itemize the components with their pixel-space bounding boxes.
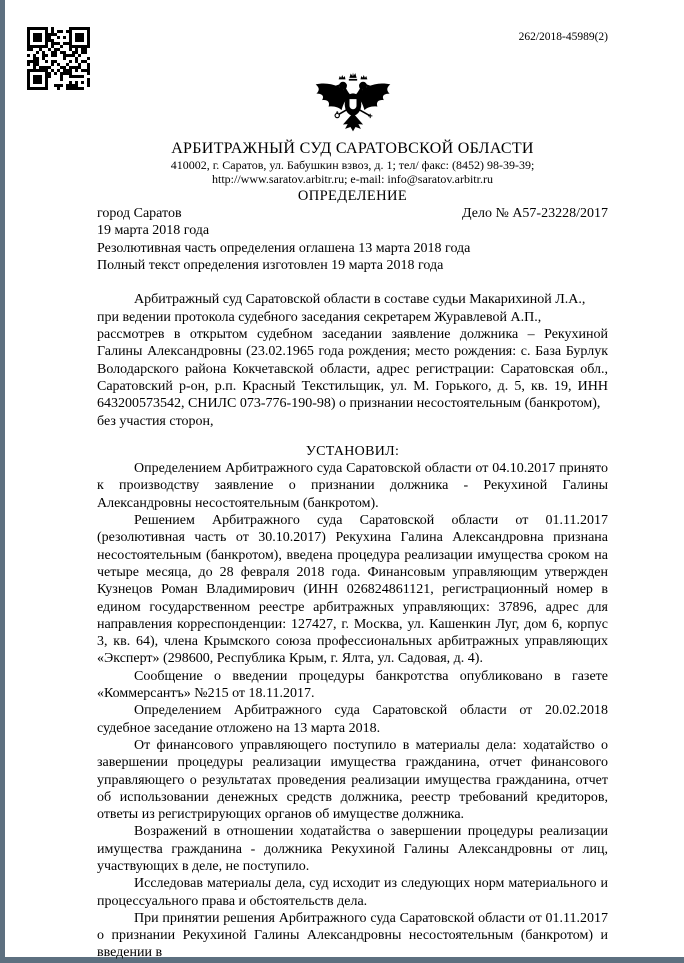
body-paragraph: Решением Арбитражного суда Саратовской области от 01.11.2017 (резолютивная часть от 30.10.2017) Рекухина Галина Александровна признана несостоятельным (банкротом), введена процедура реализации имущества сроком на четыре месяца, до 28 февраля 2018 года. Финансовым управляющим утвержден Кузнецов Роман Владимирович (ИНН 026824861121, регистрационный номер в едином государственном реестре арбитражных управляющих: 37896, адрес для направления корреспонденции: 127427, г. Москва, ул. Кашенкин Луг, дом 6, корпус 3, кв. 64), члена Крымского союза профессиональных арбитражных управляющих «Эксперт» (298600, Республика Крым, г. Ялта, ул. Садовая, д. 4). — [97, 513, 608, 667]
intro-debtor-paragraph: рассмотрев в открытом судебном заседании заявление должника – Рекухиной Галины Александровны (23.02.1965 года рождения; место рождения: с. База Бурлук Володарского района Кокчетавской области, адрес регистрации: Саратовская обл., Саратовский р-он, р.п. Красный Текстильщик, ул. М. Горького, д. 5, кв. 19, ИНН 643200573542, СНИЛС 073-776-190-98) о признании несостоятельным (банкротом), — [97, 327, 608, 412]
document-stamp-number: 262/2018-45989(2) — [518, 31, 608, 43]
russia-coat-of-arms-icon — [309, 70, 397, 136]
body-paragraph: При принятии решения Арбитражного суда Саратовской области от 01.11.2017 о признании Рекухиной Галины Александровны несостоятельным (банкротом) и введении в — [97, 910, 608, 961]
body-paragraph: От финансового управляющего поступило в материалы дела: ходатайство о завершении процедуры реализации имущества гражданина, отчет финансового управляющего о результатах проведения реализации имущества гражданина, отчет об использовании денежных средств должника, реестр требований кредиторов, ответы из регистрирующих органов об имуществе должника. — [97, 737, 608, 823]
court-contacts: http://www.saratov.arbitr.ru; e-mail: info@saratov.arbitr.ru — [212, 172, 493, 186]
body-paragraph: Определением Арбитражного суда Саратовской области от 04.10.2017 принято к производству заявление о признании должника - Рекухиной Галины Александровны несостоятельным (банкротом). — [97, 461, 608, 511]
body-paragraph: Сообщение о введении процедуры банкротства опубликовано в газете «Коммерсантъ» №215 от 18.11.2017. — [97, 668, 608, 702]
court-name: АРБИТРАЖНЫЙ СУД САРАТОВСКОЙ ОБЛАСТИ — [171, 140, 534, 157]
city-case-row — [97, 205, 608, 222]
intro-secretary-line: при ведении протокола судебного заседания секретарем Журавлевой А.П., — [97, 309, 542, 325]
section-heading-ustanovil: УСТАНОВИЛ: — [305, 443, 400, 459]
intro-judge-line: Арбитражный суд Саратовской области в составе судьи Макарихиной Л.А., — [134, 292, 586, 308]
document-date: 19 марта 2018 года — [97, 223, 210, 239]
document-type-heading: ОПРЕДЕЛЕНИЕ — [297, 188, 408, 204]
intro-no-parties-line: без участия сторон, — [97, 413, 214, 429]
resolutive-part-line: Резолютивная часть определения оглашена 13 марта 2018 года — [97, 240, 471, 256]
qr-code-icon — [27, 27, 90, 90]
body-paragraph: Исследовав материалы дела, суд исходит из следующих норм материального и процессуального права и обстоятельств дела. — [97, 876, 608, 909]
body-paragraph: Возражений в отношении ходатайства о завершении процедуры реализации имущества гражданина - должника Рекухиной Галины Александровны от лиц, участвующих в деле, не поступило. — [97, 824, 608, 874]
case-number: Дело № А57-23228/2017 — [462, 206, 608, 221]
blank-line — [97, 274, 608, 291]
court-address: 410002, г. Саратов, ул. Бабушкин взвоз, д. 1; тел/ факс: (8452) 98-39-39; — [170, 158, 535, 172]
document-page — [5, 0, 684, 961]
document-content — [5, 31, 684, 962]
full-text-line: Полный текст определения изготовлен 19 марта 2018 года — [97, 257, 444, 273]
city-label: город Саратов — [97, 206, 182, 221]
body-paragraph: Определением Арбитражного суда Саратовской области от 20.02.2018 судебное заседание отложено на 13 марта 2018. — [97, 703, 608, 736]
